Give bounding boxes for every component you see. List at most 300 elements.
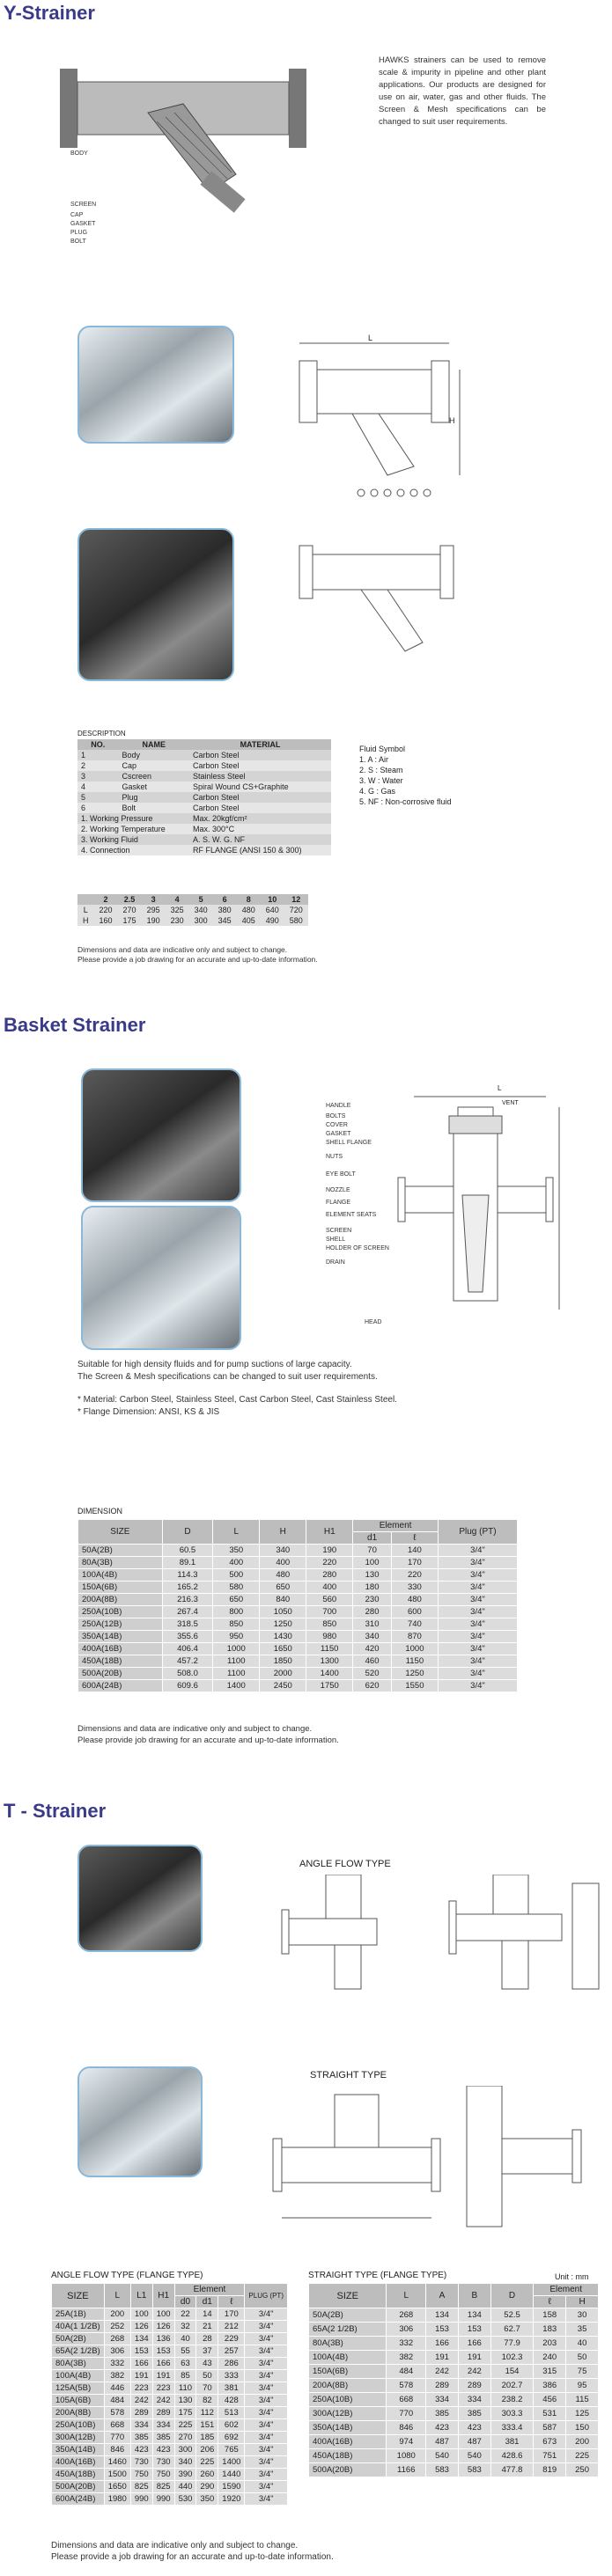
table-cell: 270	[174, 2432, 196, 2444]
t-strainer-photo-straight	[77, 2066, 203, 2177]
table-row	[309, 2463, 599, 2477]
table-cell: 3/4"	[438, 1582, 517, 1594]
table-cell: 289	[152, 2407, 174, 2419]
table-cell: 134	[426, 2308, 459, 2323]
table-cell: 100	[152, 2308, 174, 2321]
table-cell: 30	[566, 2308, 599, 2323]
angle-flow-drawing	[273, 1875, 608, 1998]
table-cell: 770	[104, 2432, 130, 2444]
table-cell: 334	[130, 2419, 152, 2432]
table-cell: 540	[426, 2449, 459, 2463]
label-gasket: GASKET	[70, 221, 96, 227]
table-cell: 315	[534, 2365, 566, 2379]
table-cell: 350	[196, 2493, 218, 2506]
table-cell: 602	[218, 2419, 245, 2432]
table-cell: 428.6	[490, 2449, 534, 2463]
table-cell: 290	[196, 2481, 218, 2493]
label: FLANGE	[326, 1200, 351, 1206]
table-cell: 423	[458, 2421, 490, 2435]
table-cell: 3/4"	[245, 2370, 288, 2382]
table-cell: 484	[387, 2365, 426, 2379]
table-cell: 150A(6B)	[309, 2365, 387, 2379]
basket-top-label-l: L	[498, 1084, 502, 1092]
table-cell: 1980	[104, 2493, 130, 2506]
table-cell: 126	[130, 2321, 152, 2333]
basket-strainer-diagram	[343, 1084, 564, 1327]
table-cell: 100A(4B)	[52, 2370, 105, 2382]
table-cell: 580	[213, 1582, 260, 1594]
table-cell: 166	[426, 2337, 459, 2351]
table-cell: 540	[458, 2449, 490, 2463]
table-row: L 220 270 295 325 340 380 480 640 720	[77, 905, 308, 915]
table-row	[52, 2432, 288, 2444]
table-cell: 330	[391, 1582, 438, 1594]
table-cell: 154	[490, 2365, 534, 2379]
table-cell: 440	[174, 2481, 196, 2493]
table-cell: 692	[218, 2432, 245, 2444]
table-cell: 268	[387, 2308, 426, 2323]
table-row: 5 Plug Carbon Steel	[77, 792, 331, 803]
table-cell: 520	[353, 1668, 392, 1680]
table-cell: 170	[218, 2308, 245, 2321]
table-row	[78, 1569, 518, 1582]
table-cell: 114.3	[162, 1569, 213, 1582]
table-row	[78, 1655, 518, 1668]
table-row	[52, 2444, 288, 2456]
table-cell: 1100	[213, 1655, 260, 1668]
table-cell: 340	[353, 1631, 392, 1643]
table-cell: 60.5	[162, 1545, 213, 1557]
table-cell: 1850	[260, 1655, 306, 1668]
label-plug: PLUG	[70, 230, 88, 236]
table-cell: 225	[174, 2419, 196, 2432]
t-strainer-note: Dimensions and data are indicative only and subject to change. Please provide a job drawing for an accurate and up-to-date information.	[51, 2541, 334, 2562]
table-cell: 500A(20B)	[309, 2463, 387, 2477]
table-cell: 819	[534, 2463, 566, 2477]
table-cell: 43	[196, 2358, 218, 2370]
label: NOZZLE	[326, 1187, 350, 1193]
table-cell: 220	[391, 1569, 438, 1582]
label: BOLTS	[326, 1113, 346, 1119]
table-cell: 3/4"	[245, 2419, 288, 2432]
table-row	[78, 1557, 518, 1569]
table-cell: 578	[104, 2407, 130, 2419]
table-row	[52, 2481, 288, 2493]
table-cell: 191	[426, 2351, 459, 2365]
table-cell: 166	[152, 2358, 174, 2370]
table-cell: 200	[104, 2308, 130, 2321]
table-cell: 3/4"	[245, 2432, 288, 2444]
table-cell: 1400	[306, 1668, 353, 1680]
table-cell: 446	[104, 2382, 130, 2395]
table-cell: 423	[152, 2444, 174, 2456]
table-cell: 1250	[260, 1618, 306, 1631]
table-cell: 134	[458, 2308, 490, 2323]
table-cell: 130	[353, 1569, 392, 1582]
table-cell: 260	[196, 2469, 218, 2481]
table-cell: 82	[196, 2395, 218, 2407]
table-cell: 80A(3B)	[52, 2358, 105, 2370]
table-cell: 200A(8B)	[52, 2407, 105, 2419]
table-cell: 400A(16B)	[309, 2435, 387, 2449]
table-cell: 390	[174, 2469, 196, 2481]
y-strainer-dimension-drawing	[291, 334, 467, 510]
table-cell: 62.7	[490, 2323, 534, 2337]
table-cell: 400A(16B)	[52, 2456, 105, 2469]
table-row	[78, 1618, 518, 1631]
table-cell: 457.2	[162, 1655, 213, 1668]
basket-top-label-vent: VENT	[502, 1100, 519, 1106]
table-cell: 250A(10B)	[309, 2393, 387, 2407]
table-row: 3 Cscreen Stainless Steel	[77, 771, 331, 782]
table-cell: 230	[353, 1594, 392, 1606]
table-cell: 3/4"	[438, 1655, 517, 1668]
basket-strainer-title: Basket Strainer	[4, 1014, 146, 1036]
table-cell: 150A(6B)	[78, 1582, 163, 1594]
table-cell: 668	[387, 2393, 426, 2407]
y-strainer-photo-1	[77, 326, 234, 444]
table-cell: 825	[130, 2481, 152, 2493]
t-strainer-title: T - Strainer	[4, 1800, 107, 1822]
table-cell: 200	[566, 2435, 599, 2449]
table-cell: 350	[213, 1545, 260, 1557]
table-cell: 609.6	[162, 1680, 213, 1692]
table-cell: 40	[566, 2337, 599, 2351]
table-cell: 166	[458, 2337, 490, 2351]
table-cell: 400	[306, 1582, 353, 1594]
label-body: BODY	[70, 150, 88, 157]
table-cell: 153	[458, 2323, 490, 2337]
table-cell: 3/4"	[438, 1631, 517, 1643]
table-cell: 318.5	[162, 1618, 213, 1631]
mat-header-material: MATERIAL	[189, 739, 331, 750]
table-cell: 2450	[260, 1680, 306, 1692]
table-row	[309, 2351, 599, 2365]
y-strainer-dimension-table	[77, 894, 308, 926]
table-cell: 700	[306, 1606, 353, 1618]
table-cell: 21	[196, 2321, 218, 2333]
table-cell: 50	[196, 2370, 218, 2382]
table-cell: 191	[458, 2351, 490, 2365]
table-cell: 484	[104, 2395, 130, 2407]
table-cell: 990	[130, 2493, 152, 2506]
table-cell: 340	[174, 2456, 196, 2469]
table-cell: 50	[566, 2351, 599, 2365]
table-cell: 333	[218, 2370, 245, 2382]
table-cell: 303.3	[490, 2407, 534, 2421]
table-cell: 242	[458, 2365, 490, 2379]
table-cell: 400	[213, 1557, 260, 1569]
table-row	[52, 2382, 288, 2395]
table-cell: 151	[196, 2419, 218, 2432]
table-cell: 334	[152, 2419, 174, 2432]
table-cell: 286	[218, 2358, 245, 2370]
table-cell: 130	[174, 2395, 196, 2407]
table-cell: 350A(14B)	[78, 1631, 163, 1643]
table-cell: 560	[306, 1594, 353, 1606]
table-cell: 587	[534, 2421, 566, 2435]
table-cell: 620	[353, 1680, 392, 1692]
table-cell: 300	[174, 2444, 196, 2456]
table-cell: 50A(2B)	[78, 1545, 163, 1557]
table-cell: 1430	[260, 1631, 306, 1643]
table-cell: 840	[260, 1594, 306, 1606]
table-cell: 1650	[104, 2481, 130, 2493]
table-cell: 3/4"	[438, 1680, 517, 1692]
table-cell: 673	[534, 2435, 566, 2449]
table-cell: 513	[218, 2407, 245, 2419]
y-strainer-section-drawing	[291, 528, 467, 669]
unit-label: Unit : mm	[555, 2272, 589, 2281]
table-cell: 406.4	[162, 1643, 213, 1655]
table-cell: 191	[152, 2370, 174, 2382]
table-cell: 100	[130, 2308, 152, 2321]
table-row	[309, 2323, 599, 2337]
table-row: 1. Working Pressure Max. 20kgf/cm²	[77, 813, 331, 824]
table-cell: 203	[534, 2337, 566, 2351]
table-cell: 332	[104, 2358, 130, 2370]
table-cell: 3/4"	[245, 2456, 288, 2469]
table-row	[52, 2395, 288, 2407]
label: NUTS	[326, 1154, 343, 1160]
table-cell: 846	[104, 2444, 130, 2456]
label: SHELL FLANGE	[326, 1140, 372, 1146]
table-cell: 385	[130, 2432, 152, 2444]
table-cell: 3/4"	[438, 1618, 517, 1631]
table-cell: 500A(20B)	[52, 2481, 105, 2493]
table-row	[52, 2321, 288, 2333]
table-cell: 3/4"	[245, 2321, 288, 2333]
table-cell: 223	[152, 2382, 174, 2395]
fluid-item: 2. S : Steam	[359, 766, 403, 774]
straight-type-label: STRAIGHT TYPE	[310, 2070, 387, 2081]
table-row	[78, 1631, 518, 1643]
table-row	[78, 1606, 518, 1618]
table-cell: 350A(14B)	[52, 2444, 105, 2456]
label: COVER	[326, 1122, 348, 1128]
label: HEAD	[365, 1319, 382, 1325]
table-cell: 110	[174, 2382, 196, 2395]
table-cell: 500	[213, 1569, 260, 1582]
straight-type-table: SIZE L A B D Element ℓ H 50A(2B) 268 134 134 52.5 158 30 65A(2 1/2B) 306 153 153 62.7 183 35 80A(3B) 332 166 166 77.9 203 40 100A(4B) 382 191 191 102.3 240 50 150A(6B) 484 242 242 154 315 75 200A(8B) 578 289 289 202.7 386 95 250A(10B) 668 334 334 238.2 456 115 300A(12B) 770 385 385 303.3 531 125 350A(14B) 846 423 423 333.4 587 150 400A(16B) 974 487 487 381 673 200 450A(18B) 1080 540 540 428.6 751 225 500A(20B) 1166 583 583 477.8 819 250	[308, 2283, 599, 2477]
table-row	[309, 2435, 599, 2449]
table-cell: 530	[174, 2493, 196, 2506]
table-cell: 1440	[218, 2469, 245, 2481]
table-row: H 160 175 190 230 300 345 405 490 580	[77, 915, 308, 926]
table-row: 6 Bolt Carbon Steel	[77, 803, 331, 813]
table-cell: 153	[130, 2345, 152, 2358]
table-cell: 751	[534, 2449, 566, 2463]
table-cell: 531	[534, 2407, 566, 2421]
mat-header-name: NAME	[119, 739, 189, 750]
table-cell: 3/4"	[245, 2444, 288, 2456]
label: SHELL	[326, 1237, 346, 1243]
table-cell: 990	[152, 2493, 174, 2506]
angle-flow-type-label: ANGLE FLOW TYPE	[299, 1859, 391, 1869]
table-cell: 350A(14B)	[309, 2421, 387, 2435]
table-cell: 1300	[306, 1655, 353, 1668]
table-cell: 1650	[260, 1643, 306, 1655]
label: ELEMENT SEATS	[326, 1212, 377, 1218]
table-cell: 252	[104, 2321, 130, 2333]
table-row	[52, 2345, 288, 2358]
table-cell: 400A(16B)	[78, 1643, 163, 1655]
table-cell: 1150	[391, 1655, 438, 1668]
table-cell: 3/4"	[245, 2493, 288, 2506]
table-row: 1 Body Carbon Steel	[77, 750, 331, 760]
table-cell: 28	[196, 2333, 218, 2345]
table-cell: 240	[534, 2351, 566, 2365]
table-cell: 846	[387, 2421, 426, 2435]
table-cell: 200A(8B)	[309, 2379, 387, 2393]
table-cell: 65A(2 1/2B)	[309, 2323, 387, 2337]
table-cell: 355.6	[162, 1631, 213, 1643]
table-cell: 289	[458, 2379, 490, 2393]
table-cell: 1400	[213, 1680, 260, 1692]
table-cell: 578	[387, 2379, 426, 2393]
table-cell: 229	[218, 2333, 245, 2345]
table-cell: 63	[174, 2358, 196, 2370]
table-cell: 220	[306, 1557, 353, 1569]
label: HOLDER OF SCREEN	[326, 1245, 389, 1251]
table-cell: 1750	[306, 1680, 353, 1692]
basket-dimension-label: DIMENSION	[77, 1507, 123, 1516]
table-cell: 89.1	[162, 1557, 213, 1569]
label-bolt: BOLT	[70, 239, 86, 245]
table-cell: 242	[130, 2395, 152, 2407]
table-cell: 180	[353, 1582, 392, 1594]
table-cell: 225	[196, 2456, 218, 2469]
table-row	[52, 2419, 288, 2432]
table-cell: 3/4"	[245, 2407, 288, 2419]
table-cell: 242	[426, 2365, 459, 2379]
table-cell: 423	[130, 2444, 152, 2456]
table-row: 2 Cap Carbon Steel	[77, 760, 331, 771]
table-cell: 3/4"	[245, 2395, 288, 2407]
table-cell: 750	[130, 2469, 152, 2481]
table-cell: 730	[152, 2456, 174, 2469]
y-strainer-photo-2	[77, 528, 234, 681]
table-cell: 650	[260, 1582, 306, 1594]
mat-header-no: NO.	[77, 739, 119, 750]
table-cell: 267.4	[162, 1606, 213, 1618]
table-cell: 450A(18B)	[78, 1655, 163, 1668]
table-cell: 200A(8B)	[78, 1594, 163, 1606]
table-cell: 420	[353, 1643, 392, 1655]
table-cell: 950	[213, 1631, 260, 1643]
table-cell: 289	[426, 2379, 459, 2393]
table-cell: 334	[426, 2393, 459, 2407]
table-cell: 55	[174, 2345, 196, 2358]
table-cell: 1920	[218, 2493, 245, 2506]
table-cell: 40A(1 1/2B)	[52, 2321, 105, 2333]
table-row	[78, 1643, 518, 1655]
basket-dimension-table: SIZE D L H H1 Element Plug (PT) d1 ℓ 50A(2B) 60.5 350 340 190 70 140 3/4" 80A(3B) 89.1 400 400 220 100 170 3/4" 100A(4B) 114.3 500 480 280 130 220 3/4" 150A(6B) 165.2 580 650 400 180 330 3/4" 200A(8B) 216.3 650 840 560 230 480 3/4" 250A(10B) 267.4 800 1050 700 280 600 3/4" 250A(12B) 318.5 850 1250 850 310 740 3/4" 350A(14B) 355.6 950 1430 980 340 870 3/4" 400A(16B) 406.4 1000 1650 1150 420 1000 3/4" 450A(18B) 457.2 1100 1850 1300 460 1150 3/4" 500A(20B) 508.0 1100 2000 1400 520 1250 3/4" 600A(24B) 609.6 1400 2450 1750 620 1550 3/4"	[77, 1519, 518, 1692]
table-row	[309, 2337, 599, 2351]
table-row	[52, 2308, 288, 2321]
table-cell: 100A(4B)	[309, 2351, 387, 2365]
table-cell: 223	[130, 2382, 152, 2395]
table-cell: 25A(1B)	[52, 2308, 105, 2321]
basket-note: Dimensions and data are indicative only and subject to change. Please provide job drawing for an accurate and up-to-date information.	[77, 1724, 339, 1745]
table-cell: 400	[260, 1557, 306, 1569]
table-row	[78, 1545, 518, 1557]
table-cell: 3/4"	[245, 2358, 288, 2370]
table-cell: 1150	[306, 1643, 353, 1655]
table-cell: 600A(24B)	[52, 2493, 105, 2506]
table-cell: 250	[566, 2463, 599, 2477]
table-row	[52, 2358, 288, 2370]
table-cell: 1590	[218, 2481, 245, 2493]
table-cell: 250A(10B)	[78, 1606, 163, 1618]
label: EYE BOLT	[326, 1171, 356, 1178]
table-row	[309, 2365, 599, 2379]
table-cell: 386	[534, 2379, 566, 2393]
table-row	[52, 2469, 288, 2481]
table-cell: 1050	[260, 1606, 306, 1618]
table-cell: 3/4"	[438, 1545, 517, 1557]
table-cell: 974	[387, 2435, 426, 2449]
table-cell: 460	[353, 1655, 392, 1668]
table-cell: 850	[213, 1618, 260, 1631]
table-cell: 306	[387, 2323, 426, 2337]
table-cell: 1460	[104, 2456, 130, 2469]
table-row: 2 2.5 3 4 5 6 8 10 12	[77, 894, 308, 905]
table-cell: 825	[152, 2481, 174, 2493]
label-cap: CAP	[70, 212, 84, 218]
table-cell: 600A(24B)	[78, 1680, 163, 1692]
table-cell: 870	[391, 1631, 438, 1643]
table-cell: 175	[174, 2407, 196, 2419]
table-cell: 770	[387, 2407, 426, 2421]
table-cell: 382	[104, 2370, 130, 2382]
table-cell: 340	[260, 1545, 306, 1557]
table-cell: 800	[213, 1606, 260, 1618]
label: DRAIN	[326, 1259, 345, 1266]
table-row	[309, 2407, 599, 2421]
y-strainer-intro: HAWKS strainers can be used to remove scale & impurity in pipeline and other plant applications. Our products are designed for use on air, water, gas and other fluids. The Screen & Mesh specifications can be changed to suit user requirements.	[379, 55, 546, 127]
label: GASKET	[326, 1131, 351, 1137]
table-cell: 500A(20B)	[78, 1668, 163, 1680]
table-cell: 183	[534, 2323, 566, 2337]
basket-description: Suitable for high density fluids and for pump suctions of large capacity. The Screen & Mesh specifications can be changed to suit user requirements. * Material: Carbon Steel, Stainless Steel, Cast Carbon Steel, Cast Stainless Steel. * Flange Dimension: ANSI, KS & JIS	[77, 1360, 397, 1417]
table-cell: 456	[534, 2393, 566, 2407]
table-cell: 115	[566, 2393, 599, 2407]
table-cell: 428	[218, 2395, 245, 2407]
table-cell: 3/4"	[438, 1594, 517, 1606]
table-cell: 3/4"	[438, 1569, 517, 1582]
table-cell: 1080	[387, 2449, 426, 2463]
table-cell: 3/4"	[245, 2382, 288, 2395]
table-cell: 450A(18B)	[52, 2469, 105, 2481]
table-cell: 650	[213, 1594, 260, 1606]
y-strainer-material-table	[77, 739, 331, 855]
table-cell: 423	[426, 2421, 459, 2435]
table-cell: 333.4	[490, 2421, 534, 2435]
label-screen: SCREEN	[70, 202, 97, 208]
table-cell: 3/4"	[438, 1557, 517, 1569]
table-cell: 765	[218, 2444, 245, 2456]
table-cell: 100	[353, 1557, 392, 1569]
table-cell: 202.7	[490, 2379, 534, 2393]
table-cell: 134	[130, 2333, 152, 2345]
fluid-item: 3. W : Water	[359, 776, 403, 785]
label: SCREEN	[326, 1228, 352, 1234]
table-cell: 250A(12B)	[78, 1618, 163, 1631]
table-cell: 381	[218, 2382, 245, 2395]
table-cell: 14	[196, 2308, 218, 2321]
t-strainer-photo-angle	[77, 1845, 203, 1952]
